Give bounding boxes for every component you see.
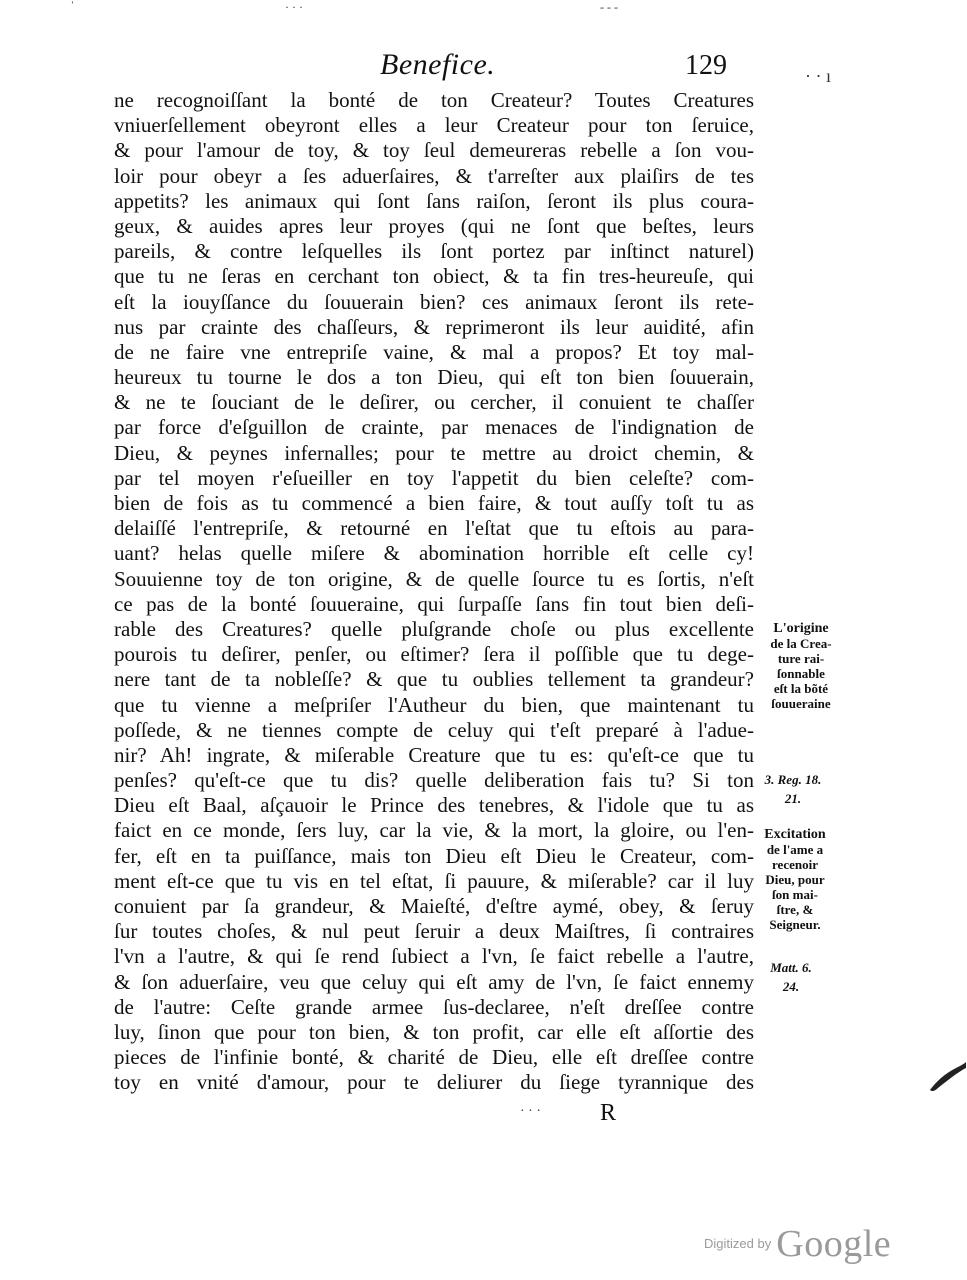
- text-line: de ne faire vne entrepriſe vaine, & mal a propos? Et toy mal-: [114, 339, 754, 364]
- print-specks: ‐ ‐ ‐: [600, 0, 618, 14]
- margin-note-origine: [758, 621, 844, 711]
- page-number: 129: [685, 50, 727, 81]
- text-line: pourois tu deſirer, penſer, ou eſtimer? ſera il poſſible que tu dege-: [114, 642, 754, 667]
- text-line: penſes? qu'eſt-ce que tu dis? quelle deliberation fais tu? Si ton: [114, 768, 754, 793]
- margin-note-line: ſouueraine: [771, 696, 831, 711]
- text-line: nir? Ah! ingrate, & miſerable Creature que tu es: qu'eſt-ce que tu: [114, 742, 754, 767]
- text-line: rable des Creatures? quelle pluſgrande choſe ou plus excellente: [114, 616, 754, 641]
- margin-note-line: recenoir: [772, 857, 818, 872]
- text-line: ne recognoiſſant la bonté de ton Createur? Toutes Creatures: [114, 88, 754, 112]
- print-specks: · · ı: [805, 66, 831, 86]
- margin-note-line: ſon mai-: [772, 887, 818, 902]
- text-line: par force d'eſguillon de crainte, par menaces de l'indignation de: [114, 415, 754, 440]
- ink-blot-graphic: [926, 1058, 966, 1098]
- text-line: que tu ne ſeras en cerchant ton obiect, & ta fin tres-heureuſe, qui: [114, 264, 754, 289]
- text-line: geux, & auides apres leur proyes (qui ne ſont que beſtes, leurs: [114, 213, 754, 238]
- running-head: Benefice.: [380, 48, 496, 81]
- text-line: fer, eſt en ta puiſſance, mais ton Dieu eſt Dieu le Createur, com-: [114, 843, 754, 868]
- margin-note-line: 24.: [782, 979, 800, 994]
- text-line: toy en vnité d'amour, pour te deliurer du ſiege tyrannique des: [114, 1070, 754, 1095]
- print-specks: ˈ: [70, 0, 75, 15]
- margin-note-line: ſonnable: [777, 666, 825, 681]
- text-line: pieces de l'infinie bonté, & charité de Dieu, elle eſt dreſſee contre: [114, 1045, 754, 1070]
- text-line: nere tant de ta nobleſſe? & que tu oublies tellement ta grandeur?: [114, 667, 754, 692]
- text-line: de l'autre: Ceſte grande armee ſus-declaree, n'eſt dreſſee contre: [114, 994, 754, 1019]
- text-line: conuient par ſa grandeur, & Maieſté, d'eſtre aymé, obey, & ſeruy: [114, 894, 754, 918]
- text-line: ce pas de la bonté ſouueraine, qui ſurpaſſe ſans fin tout bien deſi-: [114, 591, 754, 616]
- margin-note-line: Matt. 6.: [770, 960, 812, 975]
- body-text: [114, 88, 754, 1096]
- text-line: & pour l'amour de toy, & toy ſeul demeureras rebelle a ſon vou-: [114, 138, 754, 163]
- text-line: ment eſt-ce que tu vis en tel eſtat, ſi pauure, & miſerable? car il luy: [114, 868, 754, 893]
- margin-note-line: Dieu, pour: [765, 872, 825, 887]
- margin-note-line: L'origine: [773, 621, 829, 636]
- margin-note-line: eſt la bõté: [773, 681, 829, 696]
- margin-note-line: ſtre, &: [776, 902, 814, 917]
- print-specks: · · ·: [520, 1104, 541, 1119]
- text-line: l'vn a l'autre, & qui ſe rend ſubiect a l'vn, ſe faict rebelle a l'autre,: [114, 944, 754, 969]
- digitized-watermark: [704, 1222, 891, 1266]
- margin-note-reference-reg: [750, 772, 836, 806]
- margin-note-line: 3. Reg. 18.: [764, 772, 822, 787]
- text-line: delaiſſé l'entrepriſe, & retourné en l'eſtat que tu eſtois au para-: [114, 516, 754, 541]
- text-line: nus par crainte des chaſſeurs, & reprimeront ils leur auidité, afin: [114, 314, 754, 339]
- text-line: Dieu eſt Baal, aſçauoir le Prince des tenebres, & l'idole que tu as: [114, 793, 754, 818]
- text-line: uant? helas quelle miſere & abomination horrible eſt celle cy!: [114, 541, 754, 566]
- margin-note-line: de l'ame a: [766, 842, 824, 857]
- text-line: eſt la iouyſſance du ſouuerain bien? ces animaux ſeront ils rete-: [114, 289, 754, 314]
- text-line: Dieu, & peynes infernalles; pour te mettre au droict chemin, &: [114, 440, 754, 465]
- text-line: bien de fois as tu commencé a bien faire, & tout auſſy toſt tu as: [114, 491, 754, 515]
- signature-mark: R: [600, 1100, 617, 1126]
- text-line: appetits? les animaux qui ſont ſans raiſon, ſeront ils plus coura-: [114, 188, 754, 213]
- text-line: faict en ce monde, ſers luy, car la vie, & la mort, la gloire, ou l'en-: [114, 818, 754, 843]
- text-line: heureux tu tourne le dos a ton Dieu, qui eſt ton bien ſouuerain,: [114, 365, 754, 390]
- margin-note-line: Excitation: [764, 827, 826, 842]
- margin-note-line: ture rai-: [777, 651, 825, 666]
- text-line: & ne te ſouciant de le deſirer, ou cercher, il conuient te chaſſer: [114, 390, 754, 415]
- ink-blot-shape: [930, 1062, 966, 1091]
- margin-note-line: Seigneur.: [769, 917, 821, 932]
- text-line: loir pour obeyr a ſes aduerſaires, & t'arreſter aux plaiſirs de tes: [114, 163, 754, 188]
- margin-note-line: de la Crea-: [770, 636, 832, 651]
- text-line: pareils, & contre leſquelles ils ſont portez par inſtinct naturel): [114, 239, 754, 264]
- text-line: que tu vienne a meſpriſer l'Autheur du bien, que maintenant tu: [114, 692, 754, 717]
- text-line: par tel moyen r'eſueiller en toy l'appetit du bien celeſte? com-: [114, 465, 754, 490]
- text-line: & ſon aduerſaire, veu que celuy qui eſt amy de l'vn, ſe faict ennemy: [114, 969, 754, 994]
- text-line: poſſede, & ne tiennes compte de celuy qui t'eſt preparé à l'adue-: [114, 717, 754, 742]
- text-line: Souuienne toy de ton origine, & de quelle ſource tu es ſortis, n'eſt: [114, 566, 754, 591]
- google-logo: Google: [776, 1223, 892, 1265]
- print-specks: · · ·: [285, 0, 303, 14]
- margin-note-excitation: [752, 827, 838, 932]
- margin-note-reference-matt: [748, 960, 834, 994]
- text-line: ſur toutes choſes, & nul peut ſeruir a deux Maiſtres, ſi contraires: [114, 919, 754, 944]
- text-line: luy, ſinon que pour ton bien, & ton profit, car elle eſt aſſortie des: [114, 1019, 754, 1044]
- text-line: vniuerſellement obeyront elles a leur Createur pour ton ſeruice,: [114, 113, 754, 138]
- watermark-prefix: Digitized by: [704, 1236, 772, 1251]
- margin-note-line: 21.: [784, 791, 802, 806]
